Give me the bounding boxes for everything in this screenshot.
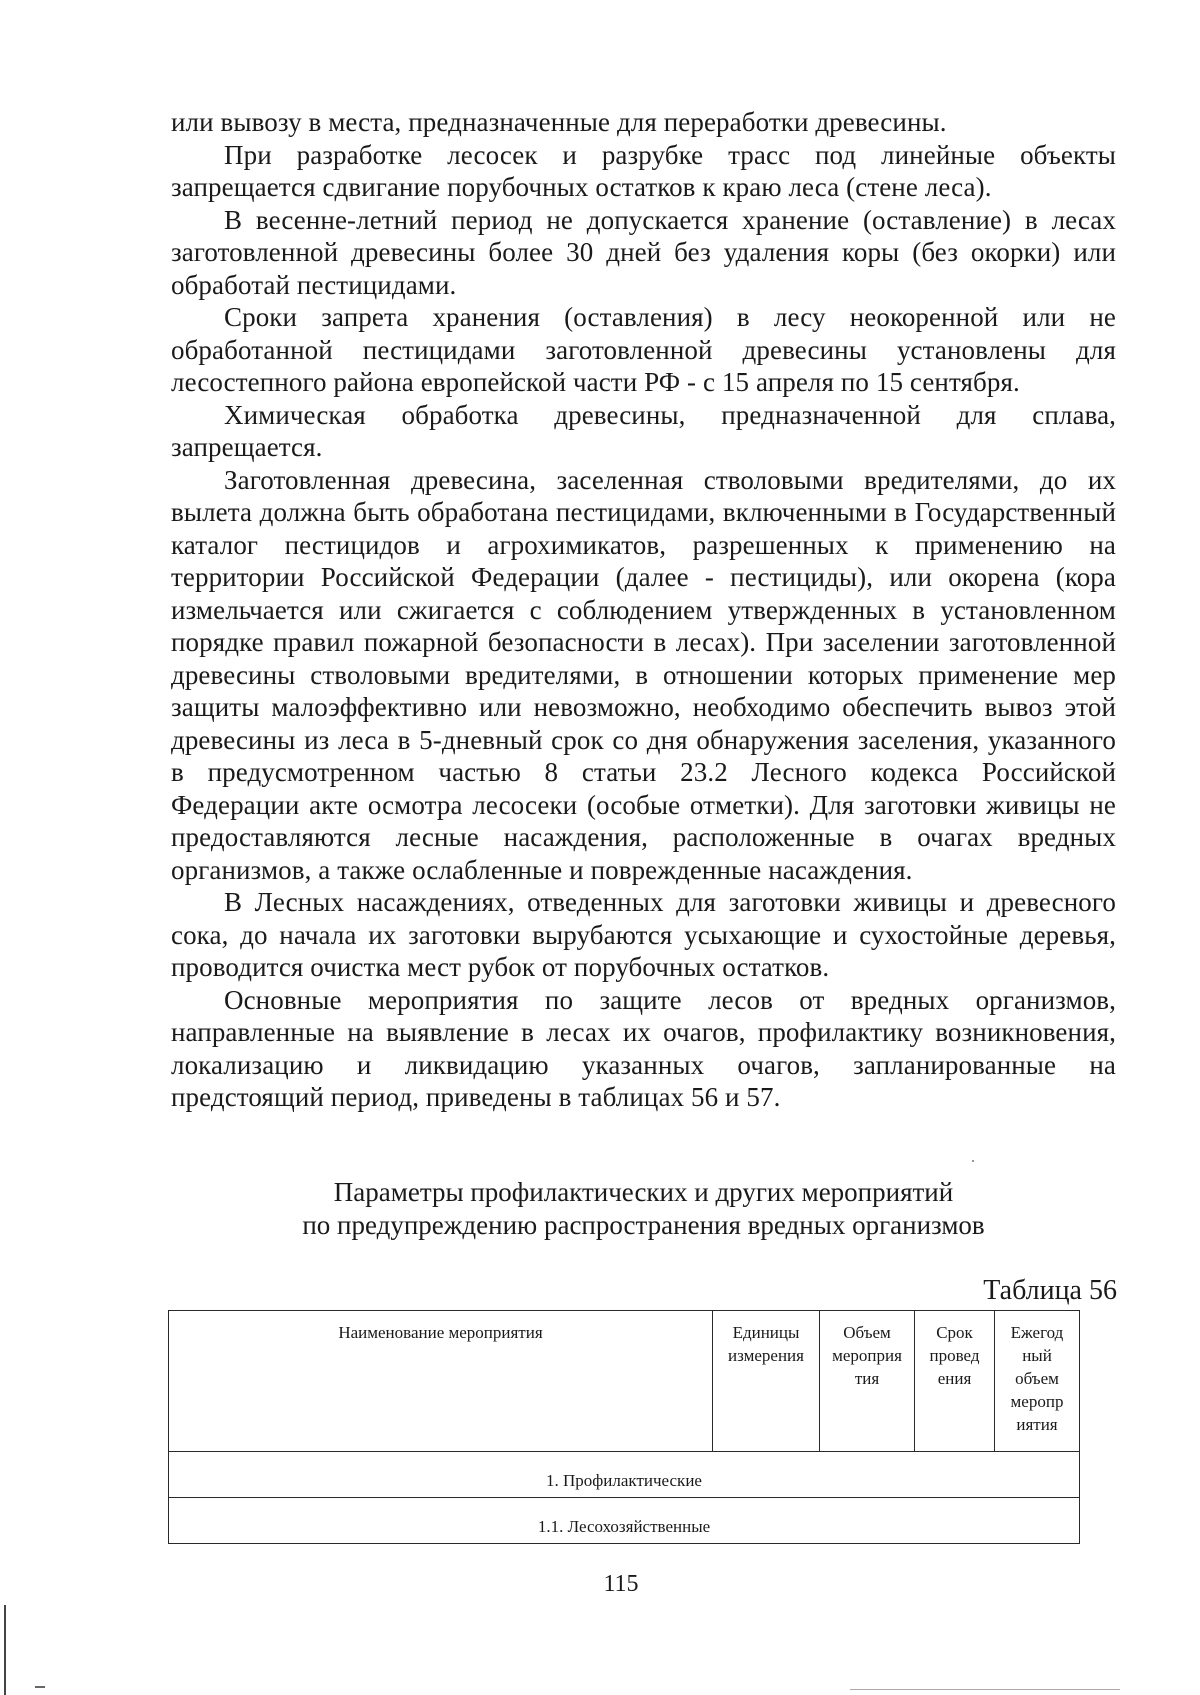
table-heading-line-1: Параметры профилактических и других мероприятий	[333, 1177, 954, 1207]
body-text	[171, 106, 1116, 1114]
paragraph-continuation: или вывозу в места, предназначенные для переработки древесины.	[171, 107, 947, 137]
table-header-row	[169, 1311, 1080, 1452]
paragraph: Сроки запрета хранения (оставления) в лесу неокоренной или не обработанной пестицидами заготовленной древесины установлены для лесостепного района европейской части РФ - с 15 апреля по 15 сентября.	[171, 302, 1116, 397]
header-term: Срок провед ения	[915, 1311, 995, 1452]
paragraph: Химическая обработка древесины, предназначенной для сплава, запрещается.	[171, 399, 1116, 462]
header-name: Наименование мероприятия	[169, 1311, 713, 1452]
table-caption: Таблица 56	[983, 1275, 1117, 1306]
table-section-row	[169, 1498, 1080, 1544]
section-forestry: 1.1. Лесохозяйственные	[169, 1498, 1080, 1544]
table-56	[168, 1310, 1080, 1544]
page-number: 115	[603, 1571, 639, 1597]
header-volume: Объем мероприя тия	[820, 1311, 915, 1452]
scan-edge-line	[4, 1605, 6, 1695]
scan-dot	[972, 1160, 974, 1162]
header-units: Единицы измерения	[713, 1311, 820, 1452]
paragraph: Основные мероприятия по защите лесов от вредных организмов, направленные на выявление в лесах их очагов, профилактику возникновения, локализацию и ликвидацию указанных очагов, запланированные на предстоящий период, приведены в таблицах 56 и 57.	[171, 984, 1116, 1112]
section-preventive: 1. Профилактические	[169, 1452, 1080, 1498]
table-section-row	[169, 1452, 1080, 1498]
paragraph: В Лесных насаждениях, отведенных для заготовки живицы и древесного сока, до начала их заготовки вырубаются усыхающие и сухостойные деревья, проводится очистка мест рубок от порубочных остатков.	[171, 887, 1116, 982]
scan-tick	[35, 1686, 45, 1688]
header-annual: Ежегод ный объем меропр иятия	[995, 1311, 1080, 1452]
paragraph: При разработке лесосек и разрубке трасс под линейные объекты запрещается сдвигание порубочных остатков к краю леса (стене леса).	[171, 139, 1116, 202]
table-heading	[171, 1176, 1116, 1242]
paragraph: В весенне-летний период не допускается хранение (оставление) в лесах заготовленной древесины более 30 дней без удаления коры (без окорки) или обработай пестицидами.	[171, 204, 1116, 300]
table-heading-line-2: по предупреждению распространения вредных организмов	[302, 1210, 985, 1240]
paragraph: Заготовленная древесина, заселенная стволовыми вредителями, до их вылета должна быть обработана пестицидами, включенными в Государственный каталог пестицидов и агрохимикатов, разрешенных к применению на территории Российской Федерации (далее - пестициды), или окорена (кора измельчается или сжигается с соблюдением утвержденных в установленном порядке правил пожарной безопасности в лесах). При заселении заготовленной древесины стволовыми вредителями, в отношении которых применение мер защиты малоэффективно или невозможно, необходимо обеспечить вывоз этой древесины из леса в 5-дневный срок со дня обнаружения заселения, указанного в предусмотренном частью 8 статьи 23.2 Лесного кодекса Российской Федерации акте осмотра лесосеки (особые отметки). Для заготовки живицы не предоставляются лесные насаждения, расположенные в очагах вредных организмов, а также ослабленные и поврежденные насаждения.	[171, 464, 1116, 885]
scan-base-line	[850, 1689, 1120, 1690]
